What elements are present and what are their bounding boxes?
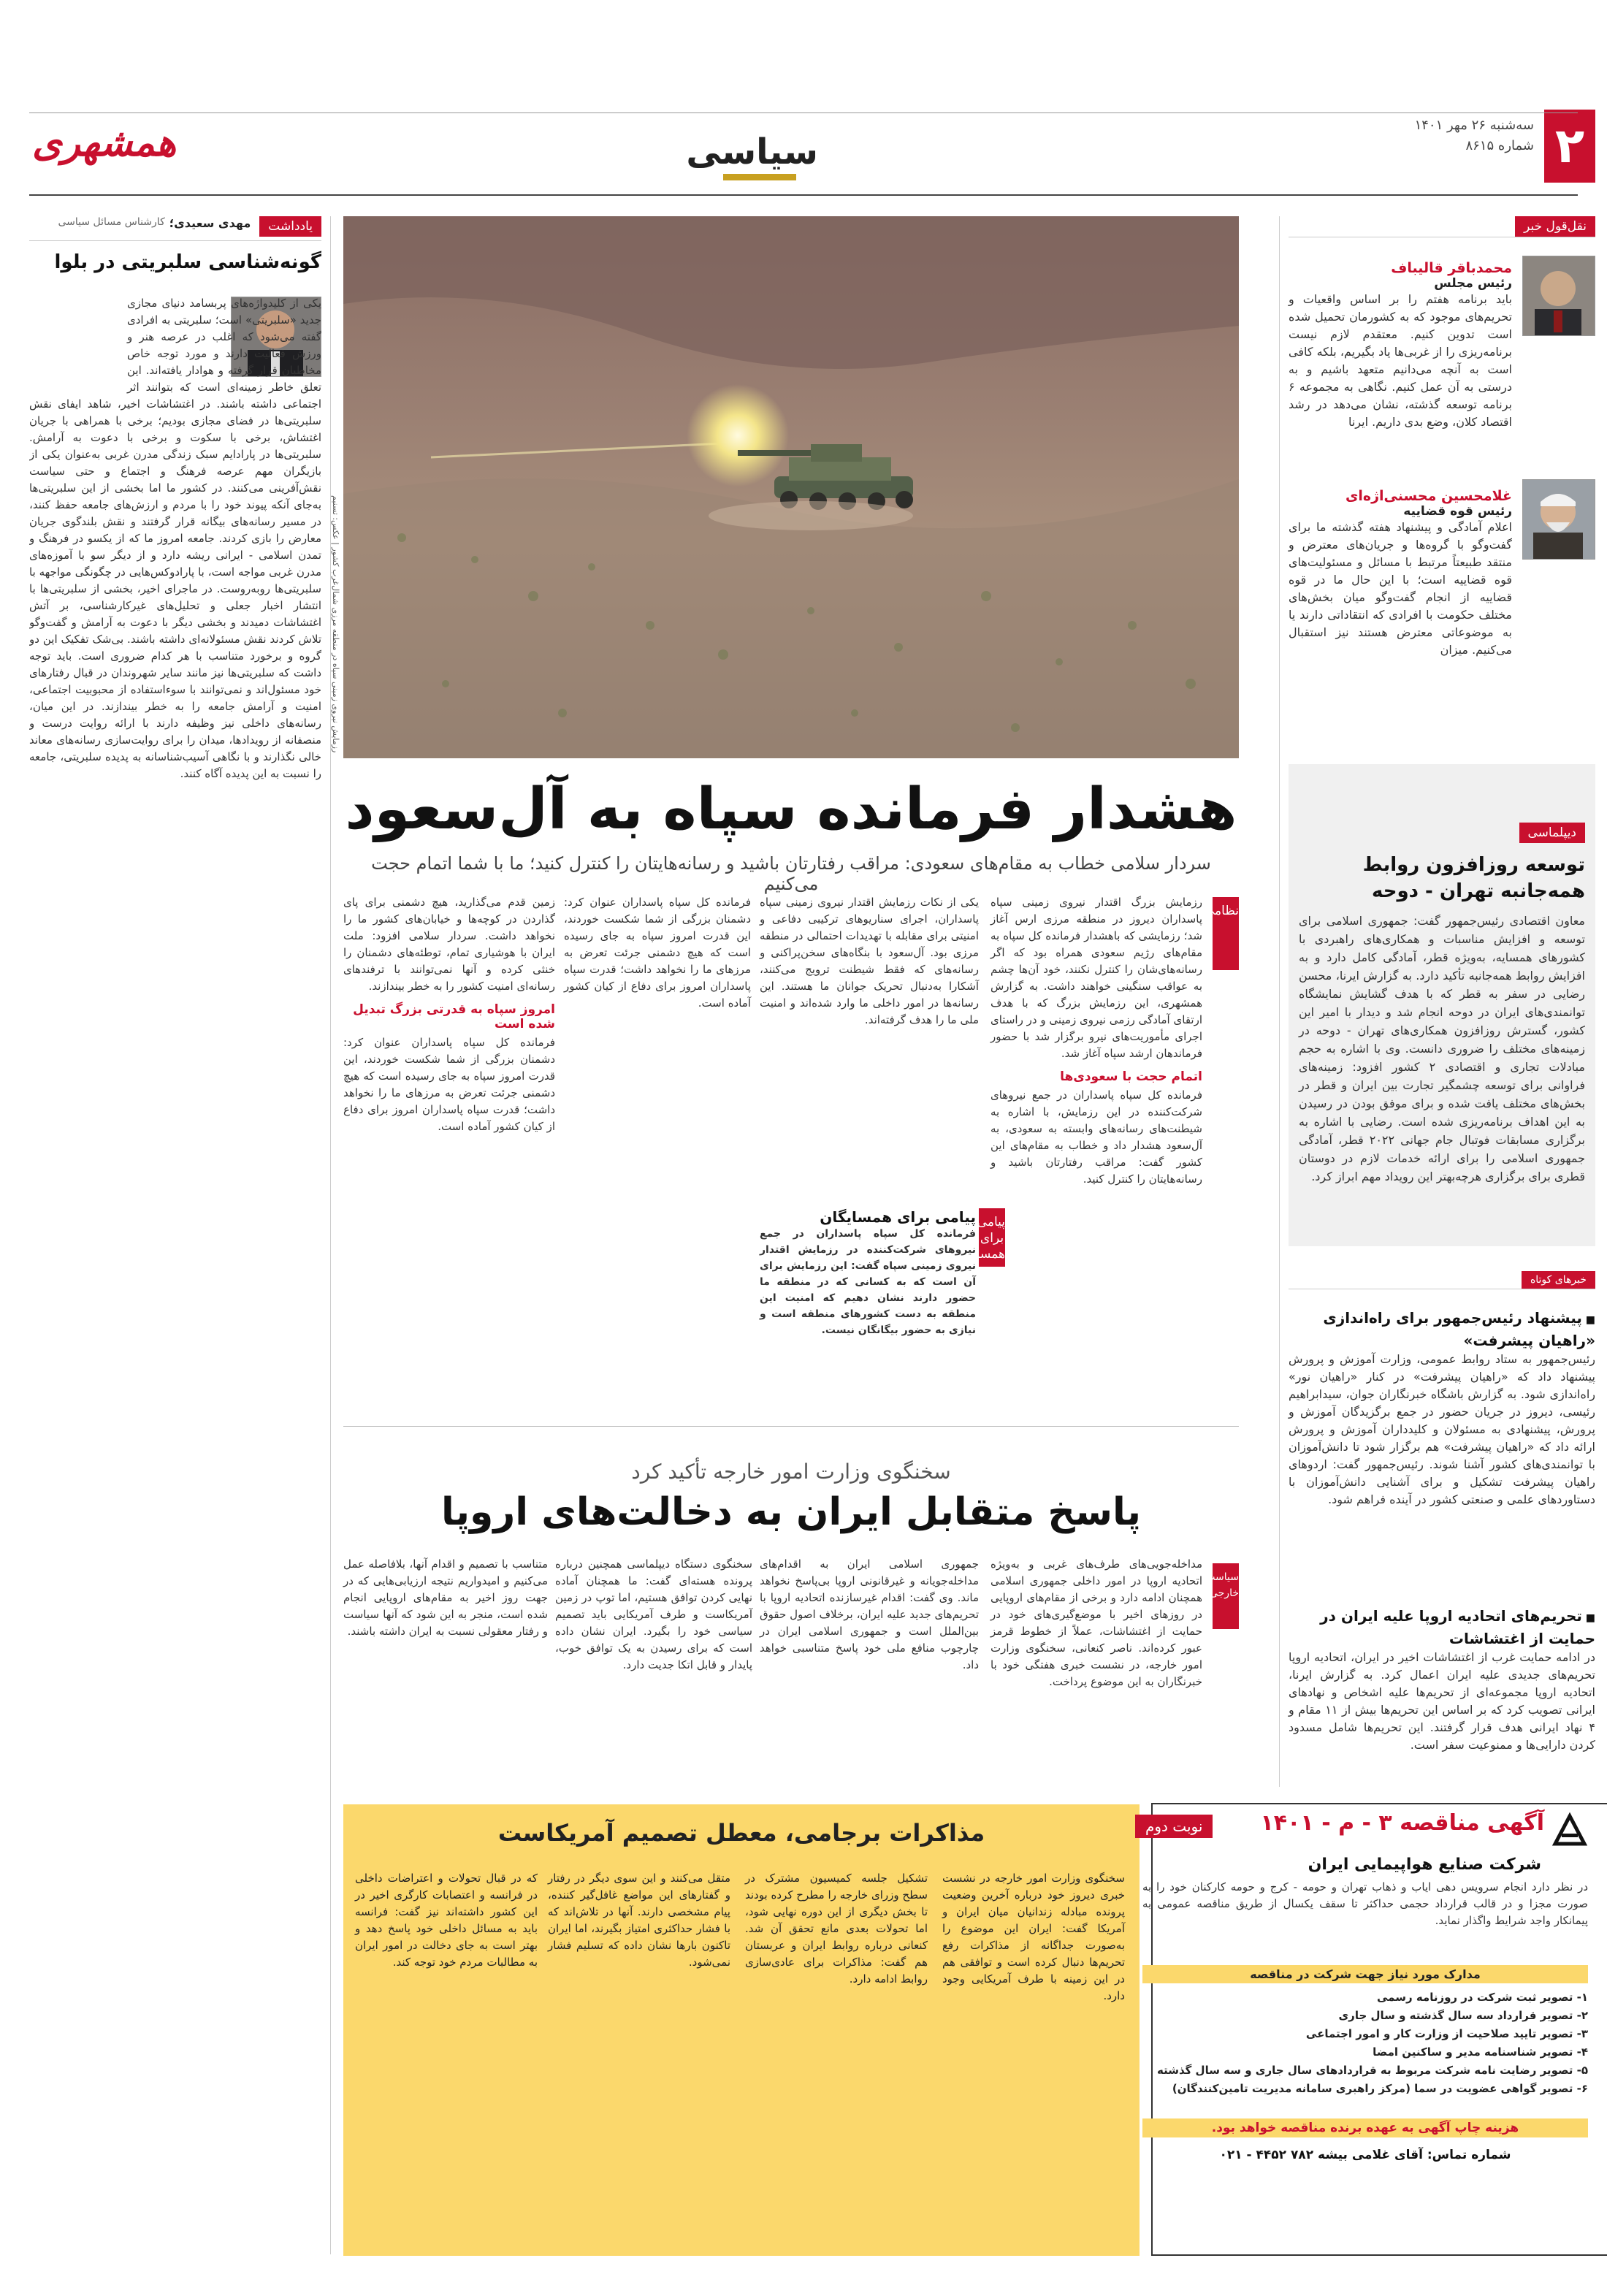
quote-role: رئیس مجلس bbox=[1434, 276, 1512, 291]
issue-number: شماره ۸۶۱۵ bbox=[1465, 138, 1534, 153]
diplomacy-body: معاون اقتصادی رئیس‌جمهور گفت: جمهوری اسلامی برای توسعه و افزایش مناسبات و همکاری‌های راهبردی با کشورهای همسایه، به‌ویژه قطر، آمادگی کامل دارد و به افزایش روابط همه‌جانبه تأکید دارد. به گزارش ایرنا، محسن رضایی در سفر به قطر که با هدف گشایش نمایشگاه توانمندی‌های ایران در دوحه انجام شد و دیدار با امیر این کشور، گسترش روزافزون همکاری‌های تهران - دوحه در زمینه‌های مختلف را ضروری دانست. وی با اشاره به حجم مبادلات تجاری و اقتصادی ۲ کشور افزود: زمینه‌های فراوانی برای توسعه چشمگیر تجارت بین ایران و قطر در بخش‌های مختلف یافت شده و برای موفق بودن در رسیدن به این اهداف برنامه‌ریزی شده است. رضایی با اشاره به برگزاری مسابقات فوتبال جام جهانی ۲۰۲۲ قطر، آمادگی جمهوری اسلامی را برای ارائه خدمات لازم در دوستان قطری برای برگزاری هرچه‌بهتر این رویداد مهم ابراز کرد. bbox=[1299, 914, 1586, 1183]
company-logo-icon bbox=[1551, 1812, 1588, 1848]
article-text: فرمانده کل سپاه پاسداران عنوان کرد: دشمنان بزرگی از شما شکست خوردند، این قدرت امروز سپاه به جای رسیده است که هیچ دشمنی جرئت تعرض به مرزهای ما را نخواهد داشت؛ قدرت سپاه پاسداران امروز برای دفاع از کیان کشور آماده است. bbox=[343, 1036, 555, 1133]
main-headline[interactable]: هشدار فرمانده سپاه به آل‌سعود bbox=[345, 777, 1237, 842]
page-number: ۲ bbox=[1544, 110, 1595, 183]
quote-text: اعلام آمادگی و پیشنهاد هفته گذشته ما برای گفت‌وگو با گروه‌ها و جریان‌های معترض و منتقد طبیعتاً مرتبط با مسائل و مسئولیت‌های قوه قضاییه است؛ با این حال ما در قوه قضاییه از انجام گفت‌وگو میان بخش‌های مختلف حکومت با افرادی که انتقاداتی دارند یا به موضوعاتی معترض هستند نیز استقبال می‌کنیم. میزان bbox=[1289, 520, 1512, 657]
article-text: یکی از نکات رزمایش اقتدار نیروی زمینی سپاه پاسداران، اجرای سناریوهای ترکیبی دفاعی و امنیتی برای مقابله با تهدیدات احتمالی در منطقه مرزی بود. آل‌سعود با بنگاه‌های سخن‌پراکنی و رسانه‌های که فقط شیطنت ترویج می‌کنند، آشکارا به‌دنبال تحریک جوانان ما هستند. این رسانه‌ها در امور داخلی ما وارد شده‌اند و امنیت ملی ما را هدف گرفته‌اند. bbox=[760, 896, 979, 1026]
brief-item bbox=[1289, 1308, 1595, 1509]
editorial-author[interactable]: مهدی سعیدی؛ bbox=[169, 216, 251, 230]
article-subhead: پیامی برای همسایگان bbox=[820, 1208, 976, 1226]
avatar bbox=[1522, 479, 1595, 560]
section-vertical-tag: سیاست خارجی bbox=[1213, 1563, 1239, 1629]
second-article-kicker: سخنگوی وزارت امور خارجه تأکید کرد bbox=[631, 1460, 951, 1484]
diplomacy-tag: دیپلماسی bbox=[1519, 823, 1585, 843]
ad-requirement: ۵- تصویر رضایت نامه شرکت مربوط به قراردادهای سال جاری و سه سال گذشته bbox=[1156, 2064, 1588, 2077]
section-divider bbox=[343, 1426, 1239, 1427]
portrait-icon bbox=[1522, 480, 1595, 560]
highlight-box-text: متقل می‌کنند و این سوی دیگر در رفتار و گفتارهای این مواضع غافل‌گیر کننده، پیام مشخصی دارند. آنها در تلاش‌اند که با فشار حداکثری امتیاز بگیرند، اما ایران تاکنون بارها نشان داده که تسلیم فشار نمی‌شود. bbox=[548, 1872, 730, 1969]
ad-badge: نوبت دوم bbox=[1135, 1815, 1213, 1838]
article-subhead: اتمام حجت با سعودی‌ها bbox=[1060, 1069, 1202, 1084]
ad-company: شرکت صنایع هواپیمایی ایران bbox=[1308, 1856, 1541, 1874]
brief-body: رئیس‌جمهور به ستاد روابط عمومی، وزارت آموزش و پرورش پیشنهاد داد که «راهیان پیشرفت» در کنار «راهیان نور» راه‌اندازی شود. به گزارش باشگاه خبرنگاران جوان، سیدابراهیم رئیسی، دیروز در جریان حضور در جمع برگزیدگان آموزش و پرورش، پیشنهادی به مسئولان و کلیدداران آموزش و پرورش ارائه داد که «راهیان پیشرفت» هم برگزار شود تا دانش‌آموزان با توانمندی‌های کشور آشنا شوند. رئیس‌جمهور گفت: اردوهای راهیان پیشرفت تشکیل و برای آشنایی دانش‌آموزان با دستاوردهای علمی و صنعتی کشور در آینده فراهم شود. bbox=[1289, 1352, 1595, 1506]
diplomacy-tag-wrap bbox=[1519, 823, 1585, 843]
article-text: متناسب با تصمیم و اقدام آنها، بلافاصله عمل می‌کنیم و امیدواریم نتیجه ارزیابی‌هایی که در جهت روز اخیر به مقام‌های اروپایی انجام شده است، منجر به این شود که آنها سیاست و رفتار معقولی نسبت به ایران داشته باشند. bbox=[343, 1557, 548, 1638]
highlight-box-text: سخنگوی وزارت امور خارجه در نشست خبری دیروز خود درباره آخرین وضعیت پرونده مبادله زندانیان میان ایران و آمریکا گفت: ایران این موضوع را به‌صورت جداگانه از مذاکرات رفع تحریم‌ها دنبال کرده است و توافقی هم در این زمینه با طرف آمریکایی وجود دارد. bbox=[942, 1872, 1125, 2002]
article-text: سخنگوی دستگاه دیپلماسی همچنین درباره پرونده هسته‌ای گفت: ما همچنان آماده نهایی کردن توافق هستیم، اما توپ در زمین آمریکاست و طرف آمریکایی باید تصمیم سیاسی خود را بگیرد. ایران نشان داده است که برای رسیدن به یک توافق خوب، پایدار و قابل اتکا جدیت دارد. bbox=[555, 1557, 752, 1671]
newspaper-logo[interactable]: همشهری bbox=[32, 121, 177, 165]
quote-text: باید برنامه هفتم را بر اساس واقعیات و تحریم‌های موجود که به کشورمان تحمیل شده است تدوین کنیم. معتقدم لازم نیست برنامه‌ریزی را از غربی‌ها یاد بگیریم، بلکه کافی است به آنچه می‌دانیم متعهد باشیم و به درستی به آن عمل کنیم. نگاهی به مجموعه ۶ برنامه توسعه گذشته، نشان می‌دهد در رشد اقتصاد کلان، وضع بدی داریم. ایرنا bbox=[1289, 292, 1512, 429]
ad-requirement: ۴- تصویر شناسنامه مدیر و ساکنین امضا bbox=[1373, 2045, 1588, 2059]
article-column bbox=[564, 894, 751, 1012]
main-photo[interactable] bbox=[343, 216, 1239, 758]
ad-fee-note: هزینه چاپ آگهی به عهده برنده مناقصه خواهد بود. bbox=[1142, 2118, 1588, 2137]
article-text: فرمانده کل سپاه پاسداران عنوان کرد: دشمنان بزرگی از شما شکست خوردند، این قدرت امروز سپاه به جای رسیده است که هیچ دشمنی جرئت تعرض به مرزهای ما را نخواهد داشت؛ قدرت سپاه پاسداران امروز برای دفاع از کیان کشور آماده است. bbox=[564, 896, 751, 1010]
masthead-rule bbox=[29, 112, 1578, 113]
ad-requirement: ۱- تصویر ثبت شرکت در روزنامه رسمی bbox=[1376, 1991, 1588, 2004]
ad-title: آگهی مناقصه ۳ - م - ۱۴۰۱ bbox=[1260, 1810, 1544, 1836]
issue-date: سه‌شنبه ۲۶ مهر ۱۴۰۱ bbox=[1414, 118, 1534, 133]
avatar bbox=[1522, 256, 1595, 336]
ad-requirement: ۲- تصویر قرارداد سه سال گذشته و سال جاری bbox=[1338, 2009, 1588, 2022]
highlight-box-text: تشکیل جلسه کمیسیون مشترک در سطح وزرای خارجه را مطرح کرده بودند تا بخش دیگری از این دوره نهایی شود، اما تحولات بعدی مانع تحقق آن شد. کنعانی درباره روابط ایران و عربستان هم گفت: مذاکرات برای عادی‌سازی روابط ادامه دارد. bbox=[745, 1872, 928, 1986]
photo-caption: رزمایش نیروی زمینی سپاه در منطقه مرزی شمال‌غرب کشور | عکس: تسنیم bbox=[331, 495, 340, 752]
ad-requirements bbox=[1142, 1988, 1588, 2098]
article-text: فرمانده کل سپاه پاسداران در جمع نیروهای شرکت‌کننده در این رزمایش، با اشاره به شیطنت‌های رسانه‌های وابسته به سعودی، به آل‌سعود هشدار داد و خطاب به مقام‌های این کشور گفت: مراقب رفتار‌تان باشید و رسانه‌هایتان را کنترل کنید. bbox=[990, 1088, 1202, 1186]
portrait-icon bbox=[1522, 256, 1595, 336]
second-article-headline[interactable]: پاسخ متقابل ایران به دخالت‌های اروپا bbox=[440, 1490, 1142, 1534]
article-text: رزمایش بزرگ اقتدار نیروی زمینی سپاه پاسداران دیروز در منطقه مرزی ارس آغاز شد؛ رزمایشی که باهشدار فرمانده کل سپاه به مقام‌های رژیم سعودی همراه بود که اگر رسانه‌های‌شان را کنترل نکنند، خود آن‌ها چشم به عواقب سنگینی خواهند داشت. به گزارش همشهری، این رزمایش بزرگ که با هدف ارتقای آمادگی رزمی نیروی زمینی و در راستای اجرای مأموریت‌های نیرو برگزار شد با حضور فرماندهان ارشد سپاه آغاز شد. bbox=[990, 896, 1202, 1060]
article-boxed-section bbox=[760, 1208, 976, 1338]
column-divider bbox=[330, 216, 331, 2254]
brief-item bbox=[1289, 1606, 1595, 1754]
editorial-author-role: کارشناس مسائل سیاسی bbox=[58, 216, 165, 228]
brief-title[interactable]: ■ پیشنهاد رئیس‌جمهور برای راه‌اندازی «راهیان پیشرفت» bbox=[1323, 1309, 1595, 1349]
ad-requirement: ۶- تصویر گواهی عضویت در سما (مرکز راهبری سامانه مدیریت تامین‌کنندگان) bbox=[1172, 2082, 1588, 2095]
square-bullet-icon: ■ bbox=[1581, 1314, 1595, 1326]
column-divider bbox=[1279, 216, 1280, 1787]
section-vertical-tag: نظامی bbox=[1213, 897, 1239, 970]
quote-role: رئیس قوه قضاییه bbox=[1403, 504, 1512, 519]
editorial-tag: یادداشت bbox=[259, 216, 321, 237]
article-text: زمین قدم می‌گذارید، هیچ دشمنی برای پای گذاردن در کوچه‌ها و خیابان‌های کشور ما را نخواهد داشت. سردار سلامی افزود: ملت ایران با هوشیاری تمام، توطئه‌های دشمنان را خنثی کرده و آنها نمی‌توانند با ترفندهای رسانه‌ای امنیت کشور را به خطر بیندازند. bbox=[343, 896, 555, 993]
briefs-header bbox=[1289, 1271, 1595, 1289]
section-underline bbox=[723, 174, 796, 180]
masthead-bottom-rule bbox=[29, 194, 1578, 196]
ad-highlight: مدارک مورد نیاز جهت شرکت در مناقصه bbox=[1142, 1965, 1588, 1983]
brief-body: در ادامه حمایت غرب از اغتشاشات اخیر در ایران، اتحادیه اروپا تحریم‌های جدیدی علیه ایران اعمال کرد. به گزارش ایرنا، اتحادیه اروپا مجموعه‌ای از تحریم‌ها علیه اشخاص و نهادهای ایرانی تصویب کرد که بر اساس این تحریم‌ها بیش از ۱۱ مقام و ۴ نهاد ایرانی هدف قرار گرفتند. این تحریم‌ها شامل مسدود کردن دارایی‌ها و ممنوعیت سفر است. bbox=[1289, 1650, 1595, 1752]
quotes-column bbox=[1289, 216, 1595, 237]
brief-title[interactable]: ■ تحریم‌های اتحادیه اروپا علیه ایران در حمایت از اغتشاشات bbox=[1320, 1607, 1595, 1647]
article-subhead: امروز سپاه به قدرتی بزرگ تبدیل شده است bbox=[353, 1002, 555, 1031]
article-column bbox=[990, 894, 1202, 1188]
editorial-body bbox=[29, 295, 321, 2253]
highlight-box-title[interactable]: مذاکرات برجامی، معطل تصمیم آمریکاست bbox=[497, 1819, 985, 1847]
article-text: جمهوری اسلامی ایران به اقدام‌های مداخله‌جویانه و غیرقانونی اروپا بی‌پاسخ نخواهد ماند. وی گفت: اقدام غیرسازنده اتحادیه اروپا با تحریم‌های جدید علیه ایران، برخلاف اصول حقوق بین‌الملل است و جمهوری اسلامی ایران در چارچوب منافع ملی خود پاسخ متناسبی خواهد داد. bbox=[760, 1557, 979, 1671]
article-column bbox=[343, 894, 555, 1135]
editorial-photo-spacer bbox=[29, 295, 127, 383]
section-vertical-tag: پیامی برای همسایگان bbox=[979, 1208, 1005, 1267]
ad-header bbox=[1128, 1807, 1595, 1854]
quote-name[interactable]: غلامحسین محسنی‌اژه‌ای bbox=[1345, 488, 1512, 504]
military-exercise-photo bbox=[343, 216, 1239, 758]
diplomacy-title[interactable]: توسعه روزافزون روابط همه‌جانبه تهران - دوحه bbox=[1362, 854, 1585, 902]
main-subheadline: سردار سلامی خطاب به مقام‌های سعودی: مراقب رفتارتان باشید و رسانه‌هایتان را کنترل کنید؛ ما با شما اتمام حجت می‌کنیم bbox=[371, 853, 1211, 894]
highlight-box-text: که در قبال تحولات و اعتراضات داخلی در فرانسه و اعتصابات کارگری اخیر در این کشور داشته‌اند نیز گفت: فرانسه باید به مسائل داخلی خود پاسخ دهد و بهتر است به جای دخالت در امور ایران به مطالبات مردم خود توجه کند. bbox=[355, 1872, 538, 1969]
ad-contact: شماره تماس: آقای غلامی بیشه ۷۸۲ ۴۴۵۲ - ۰۲۱ bbox=[1219, 2148, 1511, 2162]
ad-intro: در نظر دارد انجام سرویس دهی ایاب و ذهاب تهران و حومه - کرج و حومه کارکنان خود را به صورت مجزا و در قالب قرارداد حجمی حداکثر تا سقف یکسال از طریق مناقصه عمومی به پیمانکار واجد شرایط واگذار نماید. bbox=[1142, 1880, 1588, 1927]
editorial-title[interactable]: گونه‌شناسی سلبریتی در بلوا bbox=[54, 251, 321, 273]
quote-1 bbox=[1289, 260, 1512, 431]
ad-requirement: ۳- تصویر تایید صلاحیت از وزارت کار و امور اجتماعی bbox=[1305, 2027, 1588, 2040]
article-column bbox=[760, 894, 979, 1029]
article-text: مداخله‌جویی‌های طرف‌های غربی و به‌ویژه اتحادیه اروپا در امور داخلی جمهوری اسلامی همچنان ادامه دارد و برخی از مقام‌های اروپایی در روزهای اخیر با موضع‌گیری‌های خود در حمایت از اغتشاشات، عملاً از خطوط قرمز عبور کرده‌اند. ناصر کنعانی، سخنگوی وزارت امور خارجه، در نشست خبری هفتگی خود با خبرنگاران به این موضوع پرداخت. bbox=[990, 1557, 1202, 1688]
article-text: فرمانده کل سپاه پاسداران در جمع نیروهای شرکت‌کننده در رزمایش اقتدار نیروی زمینی سپاه گفت: این رزمایش برای آن است که به کسانی که در منطقه ما حضور دارند نشان دهیم که امنیت این منطقه به دست کشورهای منطقه است و نیازی به حضور بیگانگان نیست. bbox=[760, 1228, 976, 1336]
square-bullet-icon: ■ bbox=[1581, 1612, 1595, 1624]
editorial-header bbox=[29, 216, 321, 241]
issue-info bbox=[1415, 115, 1534, 156]
briefs-tag: خبرهای کوتاه bbox=[1522, 1271, 1595, 1289]
quote-2 bbox=[1289, 488, 1512, 659]
section-title: سیاسی bbox=[686, 131, 818, 172]
quotes-tag: نقل‌قول خبر bbox=[1515, 216, 1595, 237]
quote-name[interactable]: محمدباقر قالیباف bbox=[1391, 260, 1512, 276]
editorial-text: یکی از کلیدواژه‌های پربسامد دنیای مجازی جدید «سلبریتی» است؛ سلبریتی به افرادی گفته می‌شود که اغلب در عرصه هنر و ورزش فعالیت دارند و مورد توجه خاص مخاطبان قرار گرفته و هوادار یافته‌اند. این تعلق خاطر زمینه‌ای است که بتوانند اثر اجتماعی داشته باشند. در اغتشاشات اخیر، شاهد ایفای نقش سلبریتی‌ها در فضای مجازی بودیم؛ برخی با همراهی با جریان اغتشاش، برخی با سکوت و برخی با دعوت به آرامش. سلبریتی‌ها در پارادایم سبک زندگی مدرن غربی به‌عنوان یکی از بازیگران مهم عرصه فرهنگ و اجتماع و حتی سیاست نقش‌آفرینی می‌کنند. در کشور ما اما بخشی از این سلبریتی‌ها به‌جای آنکه پیوند خود را با مردم و ارزش‌های جامعه حفظ کنند، در مسیر رسانه‌های بیگانه قرار گرفتند و نقش بلندگوی جریان معارض را بازی کردند. جامعه امروز ما که از یکسو در فرهنگ و تمدن اسلامی - ایرانی ریشه دارد و از دیگر سو با آموزه‌های مدرن غربی مواجه است، با پارادوکس‌هایی در چگونگی مواجهه با سلبریتی‌ها روبه‌روست. در ماجرای اخیر، بخشی از سلبریتی‌ها با انتشار اخبار جعلی و تحلیل‌های غیرکارشناسی، بر آتش اغتشاشات دمیدند و بخشی دیگر با دعوت به آرامش و گفت‌وگو تلاش کردند نقش مسئولانه‌ای داشته باشند. بی‌شک تفکیک این دو گروه و برخورد متناسب با هر کدام ضروری است. باید توجه داشت که سلبریتی‌ها نیز مانند سایر شهروندان در قبال رفتارهای خود مسئول‌اند و نمی‌توانند با سوءاستفاده از محبوبیت اجتماعی، امنیت و آرامش جامعه را به خطر بیندازند. در این میان، رسانه‌های داخلی نیز وظیفه دارند با ارائه روایت درست و منصفانه از رویدادها، میدان را برای روایت‌سازی رسانه‌های معاند خالی نگذارند و با نگاهی آسیب‌شناسانه به پدیده سلبریتی، جامعه را نسبت به این پدیده آگاه کنند. bbox=[29, 297, 321, 780]
